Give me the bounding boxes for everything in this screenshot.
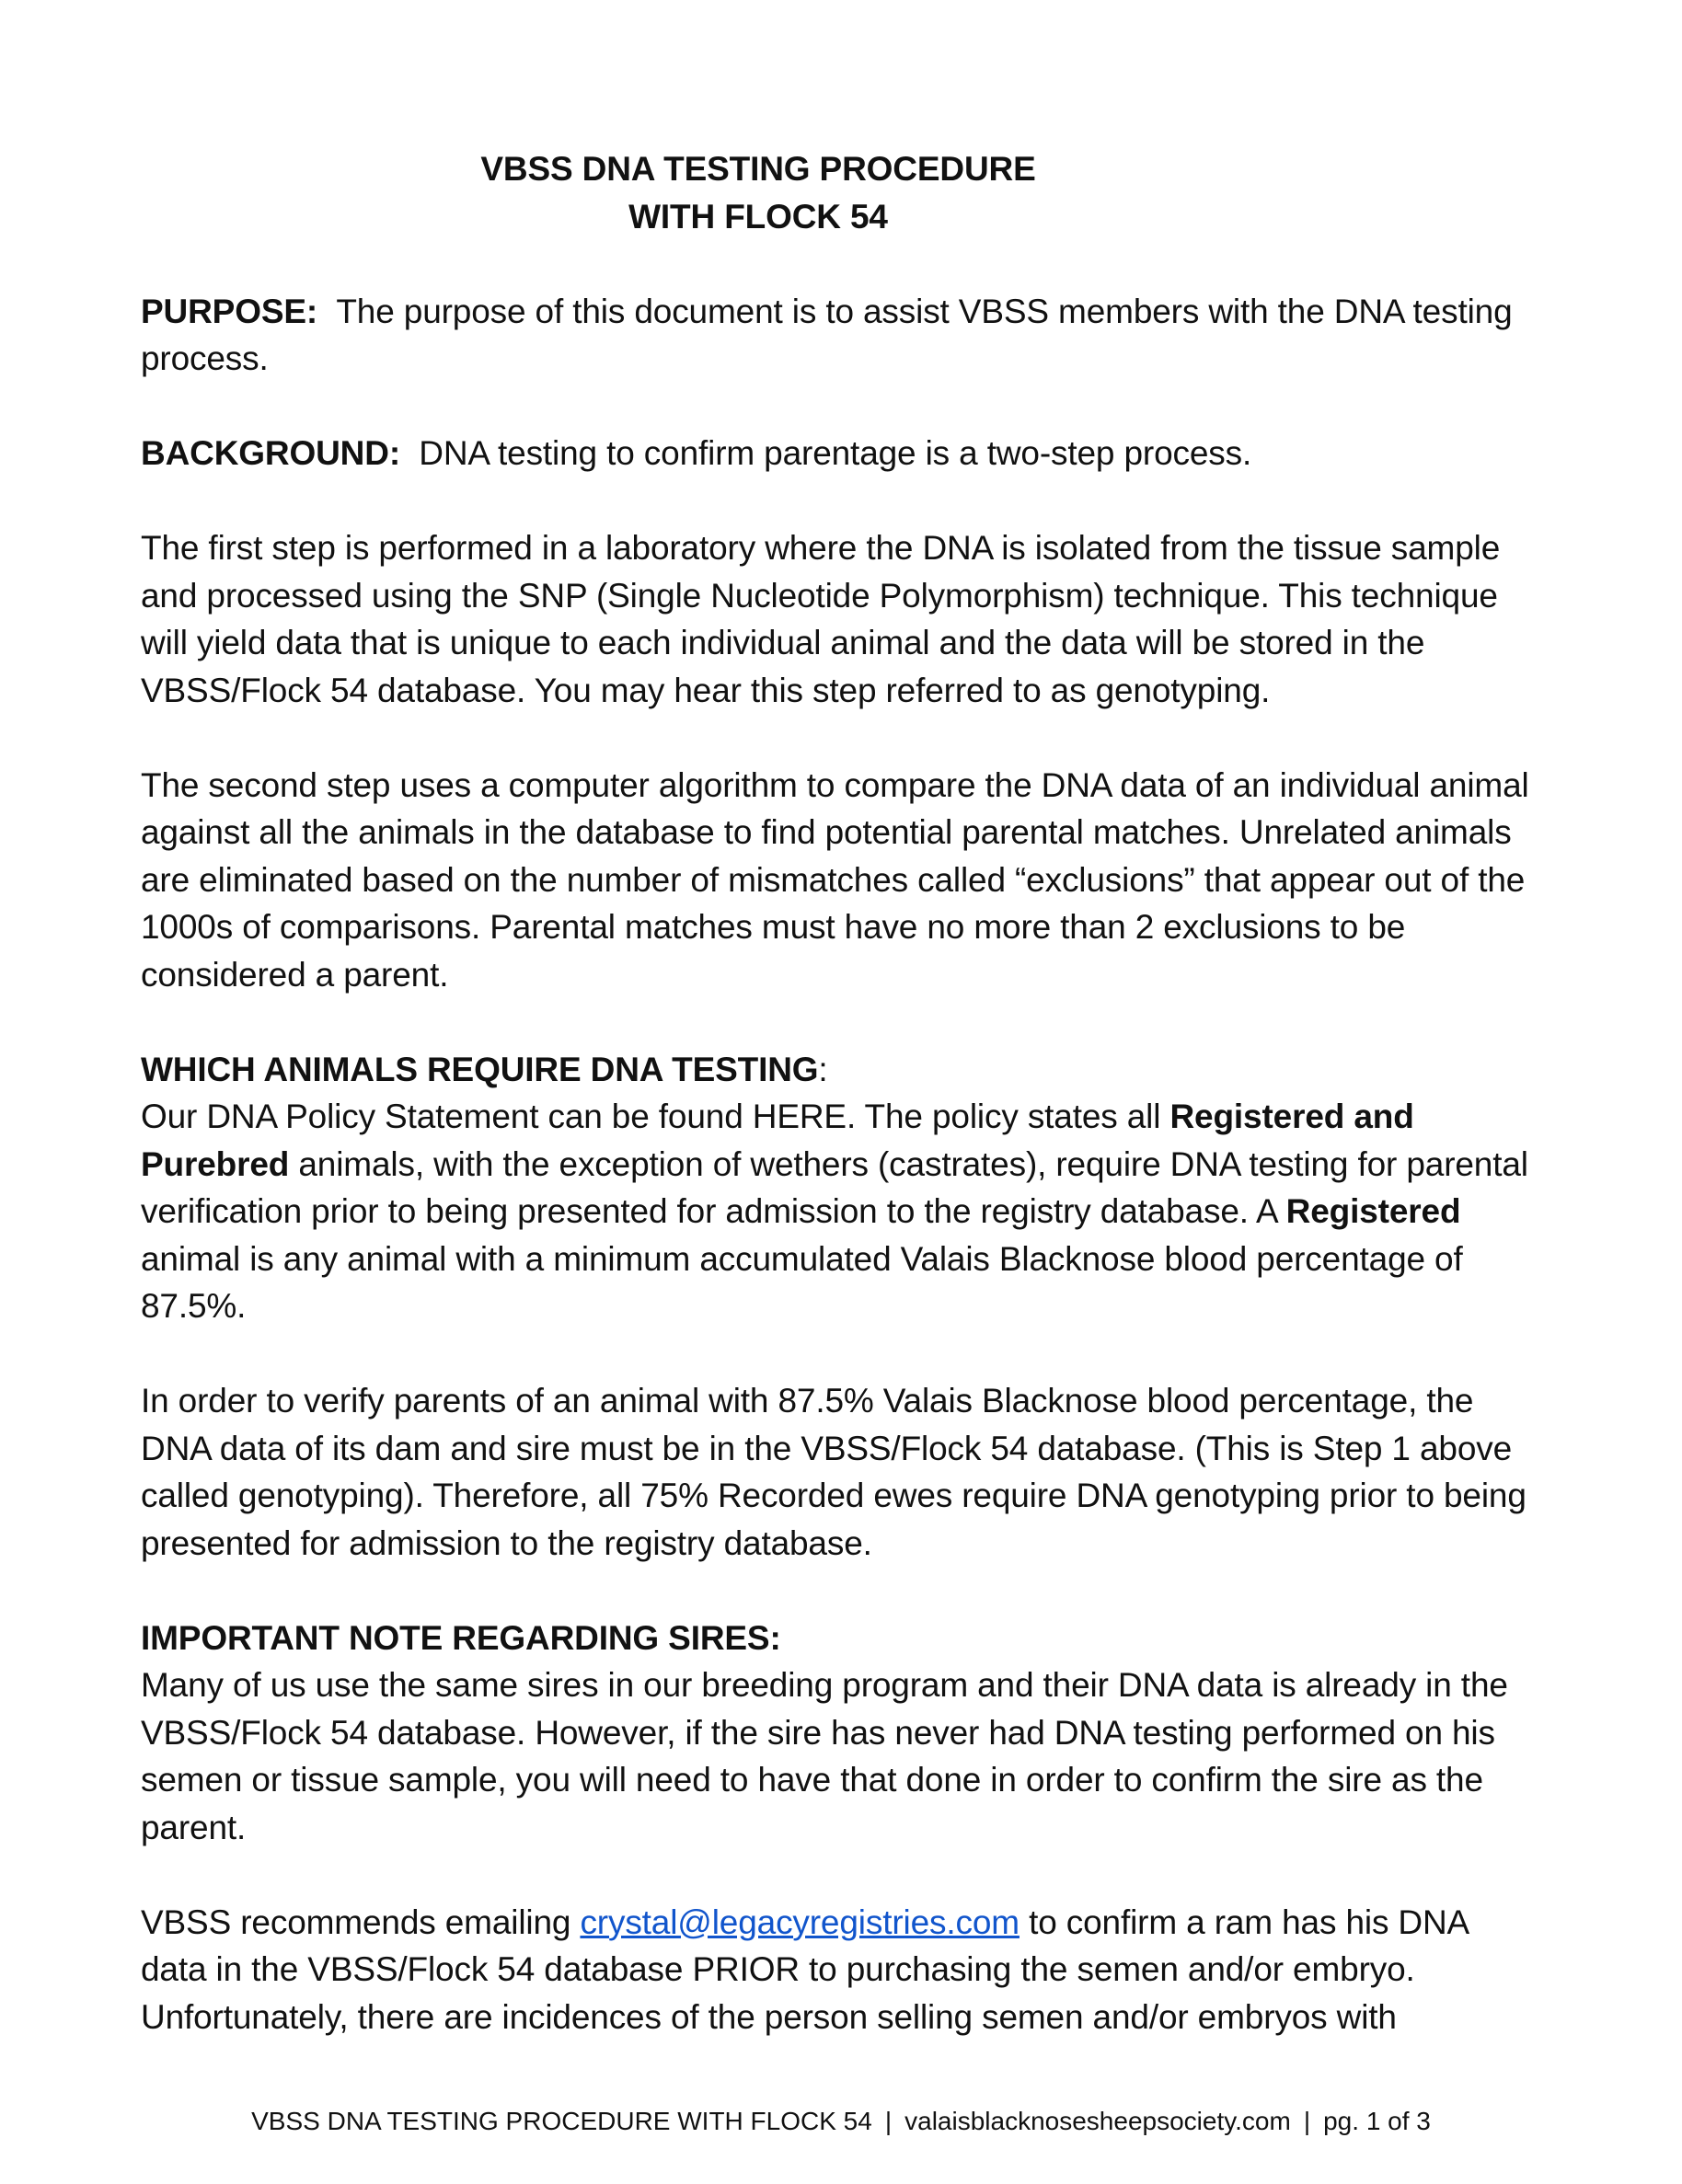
email-link[interactable]: crystal@legacyregistries.com bbox=[580, 1902, 1020, 1941]
recommend-text-2: to confirm a ram has his DNA data in the VBSS/Flock 54 database PRIOR to purchasing the semen and/or embryo. Unfortunately, there are incidences of the person selling semen and/or embryos with bbox=[141, 1902, 1469, 2036]
purpose-label: PURPOSE: bbox=[141, 292, 318, 330]
policy-bold-registered-purebred: Registered and Purebred bbox=[141, 1098, 1414, 1183]
which-animals-heading-text: WHICH ANIMALS REQUIRE DNA TESTING bbox=[141, 1050, 819, 1088]
title-line-1: VBSS DNA TESTING PROCEDURE bbox=[480, 150, 1036, 188]
title-line-2: WITH FLOCK 54 bbox=[628, 197, 888, 236]
footer-doc-title: VBSS DNA TESTING PROCEDURE WITH FLOCK 54 bbox=[251, 2107, 872, 2135]
verify-parents-paragraph: In order to verify parents of an animal with 87.5% Valais Blacknose blood percentage, the DNA data of its dam and sire must be in the VBSS/Flock 54 database. (This is Step 1 above called genotyping). Therefore, all 75% Recorded ewes require DNA genotyping prior to being presented for admission to the registry database. bbox=[141, 1382, 1526, 1562]
recommend-paragraph bbox=[141, 1899, 1530, 2041]
document-title bbox=[62, 145, 1455, 240]
document-page bbox=[141, 145, 1530, 2040]
sires-note-paragraph: Many of us use the same sires in our breeding program and their DNA data is already in the VBSS/Flock 54 database. However, if the sire has never had DNA testing performed on his semen or tissue sample, you will need to have that done in order to confirm the sire as the parent. bbox=[141, 1666, 1508, 1846]
policy-text-3: animal is any animal with a minimum accumulated Valais Blacknose blood percentage of 87.5%. bbox=[141, 1239, 1463, 1325]
background-text: DNA testing to confirm parentage is a two-step process. bbox=[419, 434, 1252, 472]
recommend-text-1: VBSS recommends emailing bbox=[141, 1902, 581, 1941]
sires-note-heading: IMPORTANT NOTE REGARDING SIRES: bbox=[141, 1618, 781, 1657]
first-step-paragraph: The first step is performed in a laboratory where the DNA is isolated from the tissue sample and processed using the SNP (Single Nucleotide Polymorphism) technique. This technique will yield data that is unique to each individual animal and the data will be stored in the VBSS/Flock 54 database. You may hear this step referred to as genotyping. bbox=[141, 529, 1501, 709]
footer-website: valaisblacknosesheepsociety.com bbox=[904, 2107, 1291, 2135]
policy-text-1: Our DNA Policy Statement can be found HERE. The policy states all bbox=[141, 1098, 1170, 1135]
footer-separator-2: | bbox=[1303, 2107, 1311, 2135]
background-label: BACKGROUND: bbox=[141, 434, 400, 472]
policy-text-2: animals, with the exception of wethers (castrates), require DNA testing for parental verification prior to being presented for admission to the registry database. A bbox=[141, 1144, 1528, 1230]
purpose-text: The purpose of this document is to assist VBSS members with the DNA testing process. bbox=[141, 292, 1513, 377]
background-paragraph bbox=[141, 430, 1530, 477]
which-animals-heading-colon: : bbox=[818, 1050, 828, 1088]
footer-separator-1: | bbox=[884, 2107, 893, 2135]
purpose-paragraph bbox=[141, 288, 1530, 383]
footer-page-number: pg. 1 of 3 bbox=[1323, 2107, 1431, 2135]
page-footer bbox=[0, 2105, 1682, 2138]
which-animals-heading bbox=[141, 1046, 1530, 1094]
policy-bold-registered: Registered bbox=[1285, 1192, 1461, 1230]
dna-policy-paragraph bbox=[141, 1093, 1530, 1330]
second-step-paragraph: The second step uses a computer algorithm to compare the DNA data of an individual animal against all the animals in the database to find potential parental matches. Unrelated animals are eliminated based on the number of mismatches called “exclusions” that appear out of the 1000s of comparisons. Parental matches must have no more than 2 exclusions to be considered a parent. bbox=[141, 765, 1529, 994]
